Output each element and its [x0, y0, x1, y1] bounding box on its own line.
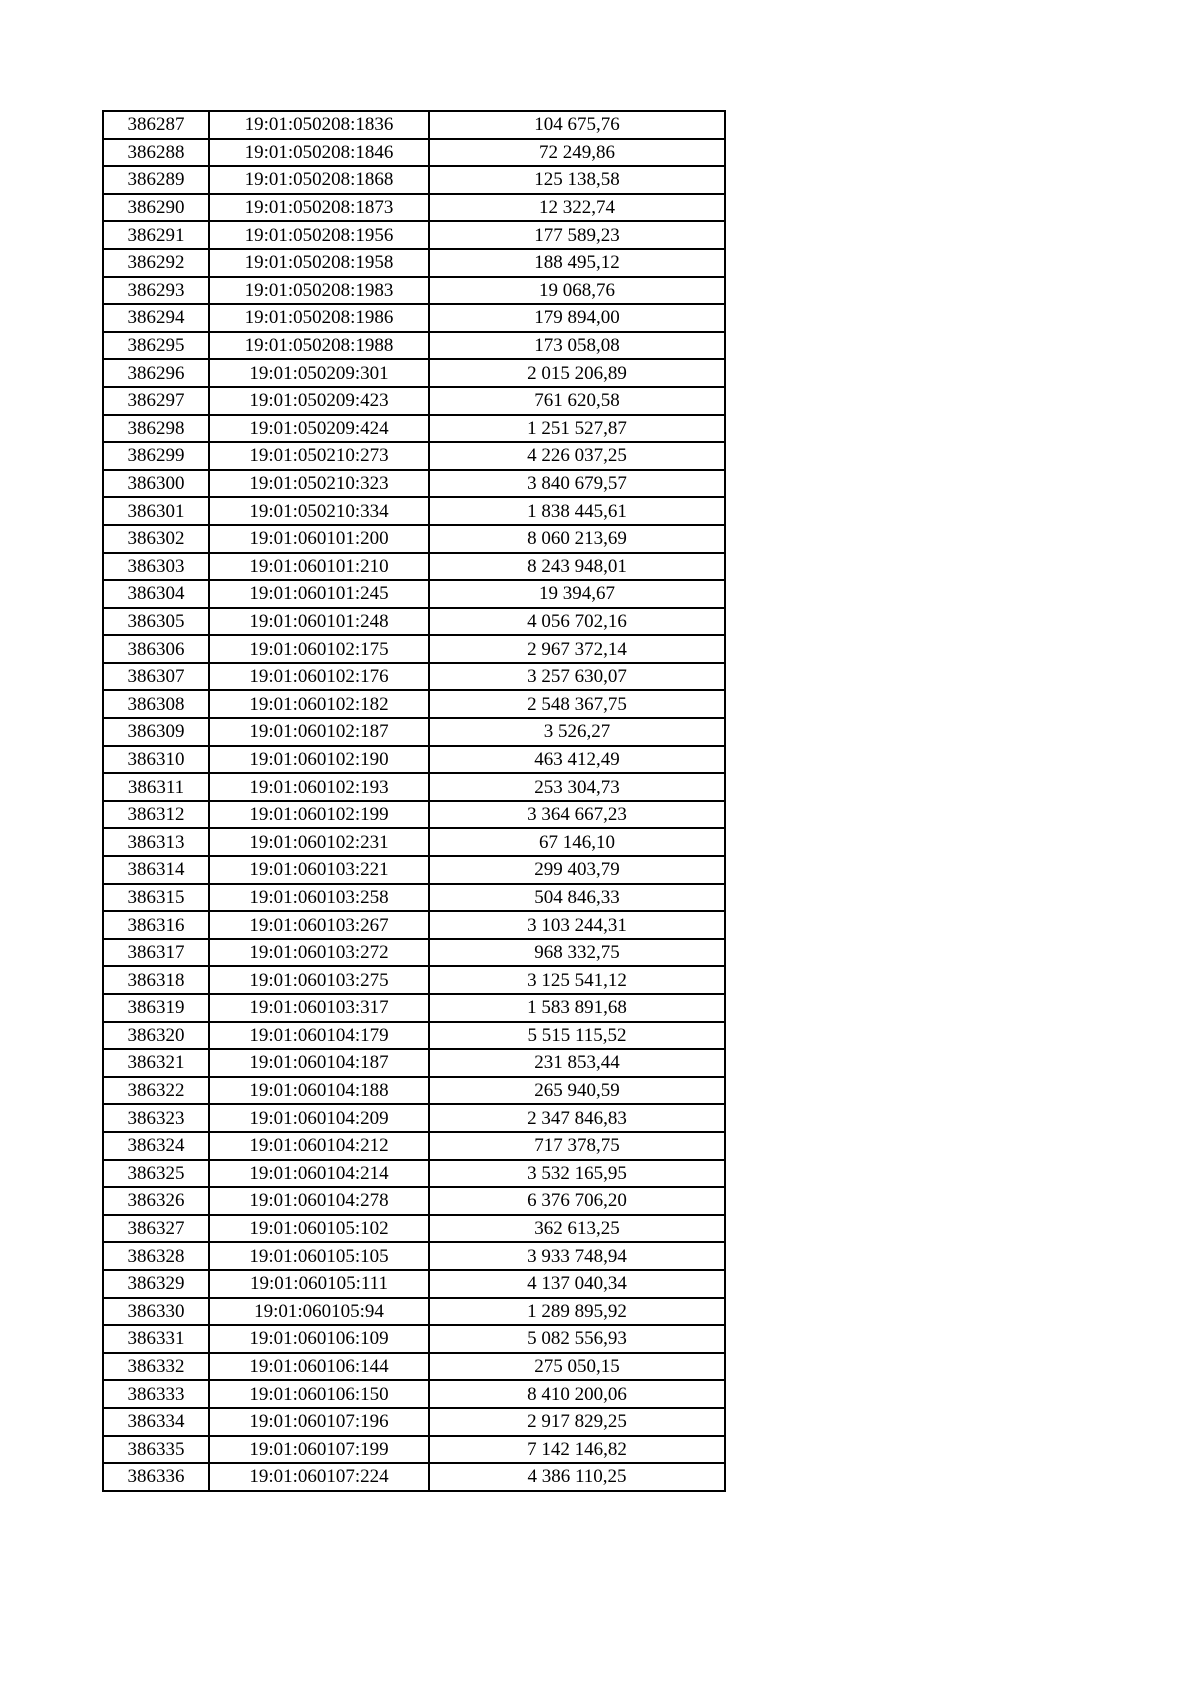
value-cell: 19 068,76 — [429, 277, 725, 305]
table-row — [103, 332, 725, 360]
row-number-cell: 386313 — [103, 828, 209, 856]
row-number-cell: 386298 — [103, 415, 209, 443]
table-row — [103, 1270, 725, 1298]
value-cell: 3 933 748,94 — [429, 1242, 725, 1270]
value-cell: 1 838 445,61 — [429, 497, 725, 525]
row-number-cell: 386302 — [103, 525, 209, 553]
cadastral-number-cell: 19:01:050208:1836 — [209, 111, 429, 139]
value-cell: 177 589,23 — [429, 221, 725, 249]
row-number-cell: 386336 — [103, 1463, 209, 1491]
row-number-cell: 386306 — [103, 635, 209, 663]
cadastral-number-cell: 19:01:050208:1986 — [209, 304, 429, 332]
cadastral-number-cell: 19:01:050208:1956 — [209, 221, 429, 249]
table-row — [103, 635, 725, 663]
table-row — [103, 1463, 725, 1491]
value-cell: 2 967 372,14 — [429, 635, 725, 663]
value-cell: 265 940,59 — [429, 1077, 725, 1105]
cadastral-number-cell: 19:01:060104:278 — [209, 1187, 429, 1215]
value-cell: 7 142 146,82 — [429, 1436, 725, 1464]
table-row — [103, 1132, 725, 1160]
row-number-cell: 386292 — [103, 249, 209, 277]
table-row — [103, 856, 725, 884]
value-cell: 67 146,10 — [429, 828, 725, 856]
cadastral-number-cell: 19:01:060103:275 — [209, 966, 429, 994]
cadastral-number-cell: 19:01:050209:301 — [209, 359, 429, 387]
table-row — [103, 580, 725, 608]
table-row — [103, 1104, 725, 1132]
table-row — [103, 166, 725, 194]
table-row — [103, 801, 725, 829]
row-number-cell: 386320 — [103, 1022, 209, 1050]
table-row — [103, 221, 725, 249]
row-number-cell: 386324 — [103, 1132, 209, 1160]
row-number-cell: 386304 — [103, 580, 209, 608]
value-cell: 2 015 206,89 — [429, 359, 725, 387]
table-row — [103, 111, 725, 139]
row-number-cell: 386317 — [103, 939, 209, 967]
table-row — [103, 553, 725, 581]
cadastral-number-cell: 19:01:050210:273 — [209, 442, 429, 470]
value-cell: 4 056 702,16 — [429, 608, 725, 636]
row-number-cell: 386314 — [103, 856, 209, 884]
cadastral-number-cell: 19:01:060102:175 — [209, 635, 429, 663]
row-number-cell: 386310 — [103, 746, 209, 774]
row-number-cell: 386311 — [103, 773, 209, 801]
cadastral-number-cell: 19:01:060101:210 — [209, 553, 429, 581]
table-row — [103, 718, 725, 746]
value-cell: 504 846,33 — [429, 884, 725, 912]
table-row — [103, 966, 725, 994]
cadastral-number-cell: 19:01:050208:1868 — [209, 166, 429, 194]
cadastral-number-cell: 19:01:060102:199 — [209, 801, 429, 829]
row-number-cell: 386305 — [103, 608, 209, 636]
value-cell: 275 050,15 — [429, 1353, 725, 1381]
value-cell: 19 394,67 — [429, 580, 725, 608]
value-cell: 1 251 527,87 — [429, 415, 725, 443]
value-cell: 125 138,58 — [429, 166, 725, 194]
value-cell: 8 410 200,06 — [429, 1380, 725, 1408]
row-number-cell: 386327 — [103, 1215, 209, 1243]
row-number-cell: 386309 — [103, 718, 209, 746]
table-row — [103, 1325, 725, 1353]
table-row — [103, 387, 725, 415]
cadastral-number-cell: 19:01:060107:196 — [209, 1408, 429, 1436]
cadastral-number-cell: 19:01:060103:221 — [209, 856, 429, 884]
table-row — [103, 249, 725, 277]
cadastral-number-cell: 19:01:060104:214 — [209, 1160, 429, 1188]
value-cell: 8 060 213,69 — [429, 525, 725, 553]
row-number-cell: 386334 — [103, 1408, 209, 1436]
cadastral-number-cell: 19:01:050209:424 — [209, 415, 429, 443]
value-cell: 2 917 829,25 — [429, 1408, 725, 1436]
cadastral-number-cell: 19:01:060102:176 — [209, 663, 429, 691]
table-row — [103, 1242, 725, 1270]
table-row — [103, 939, 725, 967]
row-number-cell: 386318 — [103, 966, 209, 994]
table-row — [103, 525, 725, 553]
value-cell: 12 322,74 — [429, 194, 725, 222]
table-row — [103, 1160, 725, 1188]
row-number-cell: 386300 — [103, 470, 209, 498]
cadastral-number-cell: 19:01:060104:187 — [209, 1049, 429, 1077]
table-row — [103, 1408, 725, 1436]
value-cell: 72 249,86 — [429, 139, 725, 167]
row-number-cell: 386333 — [103, 1380, 209, 1408]
row-number-cell: 386290 — [103, 194, 209, 222]
cadastral-value-table — [102, 110, 726, 1492]
cadastral-number-cell: 19:01:060104:209 — [209, 1104, 429, 1132]
table-row — [103, 277, 725, 305]
row-number-cell: 386294 — [103, 304, 209, 332]
table-row — [103, 1215, 725, 1243]
row-number-cell: 386319 — [103, 994, 209, 1022]
table-row — [103, 1436, 725, 1464]
value-cell: 463 412,49 — [429, 746, 725, 774]
table-row — [103, 690, 725, 718]
value-cell: 299 403,79 — [429, 856, 725, 884]
table-row — [103, 139, 725, 167]
value-cell: 5 082 556,93 — [429, 1325, 725, 1353]
table-row — [103, 415, 725, 443]
row-number-cell: 386303 — [103, 553, 209, 581]
table-row — [103, 994, 725, 1022]
value-cell: 362 613,25 — [429, 1215, 725, 1243]
value-cell: 188 495,12 — [429, 249, 725, 277]
value-cell: 761 620,58 — [429, 387, 725, 415]
row-number-cell: 386325 — [103, 1160, 209, 1188]
cadastral-number-cell: 19:01:060104:212 — [209, 1132, 429, 1160]
row-number-cell: 386335 — [103, 1436, 209, 1464]
row-number-cell: 386291 — [103, 221, 209, 249]
cadastral-number-cell: 19:01:060107:224 — [209, 1463, 429, 1491]
cadastral-number-cell: 19:01:060105:105 — [209, 1242, 429, 1270]
value-cell: 4 386 110,25 — [429, 1463, 725, 1491]
cadastral-number-cell: 19:01:060102:187 — [209, 718, 429, 746]
row-number-cell: 386315 — [103, 884, 209, 912]
value-cell: 1 583 891,68 — [429, 994, 725, 1022]
value-cell: 2 548 367,75 — [429, 690, 725, 718]
table-row — [103, 442, 725, 470]
table-row — [103, 1380, 725, 1408]
cadastral-number-cell: 19:01:050208:1983 — [209, 277, 429, 305]
cadastral-number-cell: 19:01:060101:200 — [209, 525, 429, 553]
row-number-cell: 386326 — [103, 1187, 209, 1215]
table-row — [103, 1049, 725, 1077]
table-row — [103, 746, 725, 774]
cadastral-number-cell: 19:01:060103:267 — [209, 911, 429, 939]
value-cell: 104 675,76 — [429, 111, 725, 139]
row-number-cell: 386299 — [103, 442, 209, 470]
table-row — [103, 608, 725, 636]
row-number-cell: 386331 — [103, 1325, 209, 1353]
cadastral-number-cell: 19:01:060105:111 — [209, 1270, 429, 1298]
value-cell: 173 058,08 — [429, 332, 725, 360]
row-number-cell: 386308 — [103, 690, 209, 718]
table-row — [103, 497, 725, 525]
table-row — [103, 1187, 725, 1215]
cadastral-number-cell: 19:01:060102:190 — [209, 746, 429, 774]
value-cell: 3 526,27 — [429, 718, 725, 746]
row-number-cell: 386287 — [103, 111, 209, 139]
row-number-cell: 386316 — [103, 911, 209, 939]
value-cell: 3 532 165,95 — [429, 1160, 725, 1188]
cadastral-number-cell: 19:01:050208:1958 — [209, 249, 429, 277]
value-cell: 3 364 667,23 — [429, 801, 725, 829]
value-cell: 3 103 244,31 — [429, 911, 725, 939]
table-row — [103, 663, 725, 691]
cadastral-number-cell: 19:01:060105:94 — [209, 1298, 429, 1326]
row-number-cell: 386328 — [103, 1242, 209, 1270]
cadastral-number-cell: 19:01:060106:150 — [209, 1380, 429, 1408]
cadastral-number-cell: 19:01:050209:423 — [209, 387, 429, 415]
cadastral-number-cell: 19:01:060101:248 — [209, 608, 429, 636]
cadastral-number-cell: 19:01:050208:1873 — [209, 194, 429, 222]
table-row — [103, 1353, 725, 1381]
cadastral-number-cell: 19:01:060105:102 — [209, 1215, 429, 1243]
table-row — [103, 911, 725, 939]
cadastral-number-cell: 19:01:060106:144 — [209, 1353, 429, 1381]
table-row — [103, 1298, 725, 1326]
row-number-cell: 386332 — [103, 1353, 209, 1381]
value-cell: 3 257 630,07 — [429, 663, 725, 691]
row-number-cell: 386329 — [103, 1270, 209, 1298]
table-row — [103, 304, 725, 332]
cadastral-number-cell: 19:01:050210:323 — [209, 470, 429, 498]
value-cell: 8 243 948,01 — [429, 553, 725, 581]
table-row — [103, 773, 725, 801]
cadastral-number-cell: 19:01:050210:334 — [209, 497, 429, 525]
row-number-cell: 386312 — [103, 801, 209, 829]
table-row — [103, 470, 725, 498]
row-number-cell: 386322 — [103, 1077, 209, 1105]
table-row — [103, 194, 725, 222]
cadastral-number-cell: 19:01:050208:1988 — [209, 332, 429, 360]
row-number-cell: 386321 — [103, 1049, 209, 1077]
table-row — [103, 359, 725, 387]
table-row — [103, 884, 725, 912]
value-cell: 3 840 679,57 — [429, 470, 725, 498]
row-number-cell: 386297 — [103, 387, 209, 415]
value-cell: 717 378,75 — [429, 1132, 725, 1160]
cadastral-number-cell: 19:01:060103:272 — [209, 939, 429, 967]
cadastral-number-cell: 19:01:060103:258 — [209, 884, 429, 912]
value-cell: 231 853,44 — [429, 1049, 725, 1077]
value-cell: 5 515 115,52 — [429, 1022, 725, 1050]
value-cell: 253 304,73 — [429, 773, 725, 801]
cadastral-number-cell: 19:01:060101:245 — [209, 580, 429, 608]
row-number-cell: 386330 — [103, 1298, 209, 1326]
cadastral-number-cell: 19:01:060103:317 — [209, 994, 429, 1022]
value-cell: 2 347 846,83 — [429, 1104, 725, 1132]
value-cell: 3 125 541,12 — [429, 966, 725, 994]
cadastral-number-cell: 19:01:060104:188 — [209, 1077, 429, 1105]
row-number-cell: 386296 — [103, 359, 209, 387]
row-number-cell: 386307 — [103, 663, 209, 691]
value-cell: 179 894,00 — [429, 304, 725, 332]
value-cell: 4 137 040,34 — [429, 1270, 725, 1298]
cadastral-number-cell: 19:01:050208:1846 — [209, 139, 429, 167]
row-number-cell: 386295 — [103, 332, 209, 360]
value-cell: 6 376 706,20 — [429, 1187, 725, 1215]
table-row — [103, 1077, 725, 1105]
cadastral-number-cell: 19:01:060107:199 — [209, 1436, 429, 1464]
table-body — [103, 111, 725, 1491]
cadastral-number-cell: 19:01:060102:182 — [209, 690, 429, 718]
row-number-cell: 386301 — [103, 497, 209, 525]
cadastral-number-cell: 19:01:060104:179 — [209, 1022, 429, 1050]
cadastral-number-cell: 19:01:060106:109 — [209, 1325, 429, 1353]
row-number-cell: 386293 — [103, 277, 209, 305]
row-number-cell: 386289 — [103, 166, 209, 194]
cadastral-number-cell: 19:01:060102:231 — [209, 828, 429, 856]
value-cell: 4 226 037,25 — [429, 442, 725, 470]
table-row — [103, 828, 725, 856]
row-number-cell: 386288 — [103, 139, 209, 167]
table-row — [103, 1022, 725, 1050]
row-number-cell: 386323 — [103, 1104, 209, 1132]
value-cell: 968 332,75 — [429, 939, 725, 967]
value-cell: 1 289 895,92 — [429, 1298, 725, 1326]
cadastral-number-cell: 19:01:060102:193 — [209, 773, 429, 801]
